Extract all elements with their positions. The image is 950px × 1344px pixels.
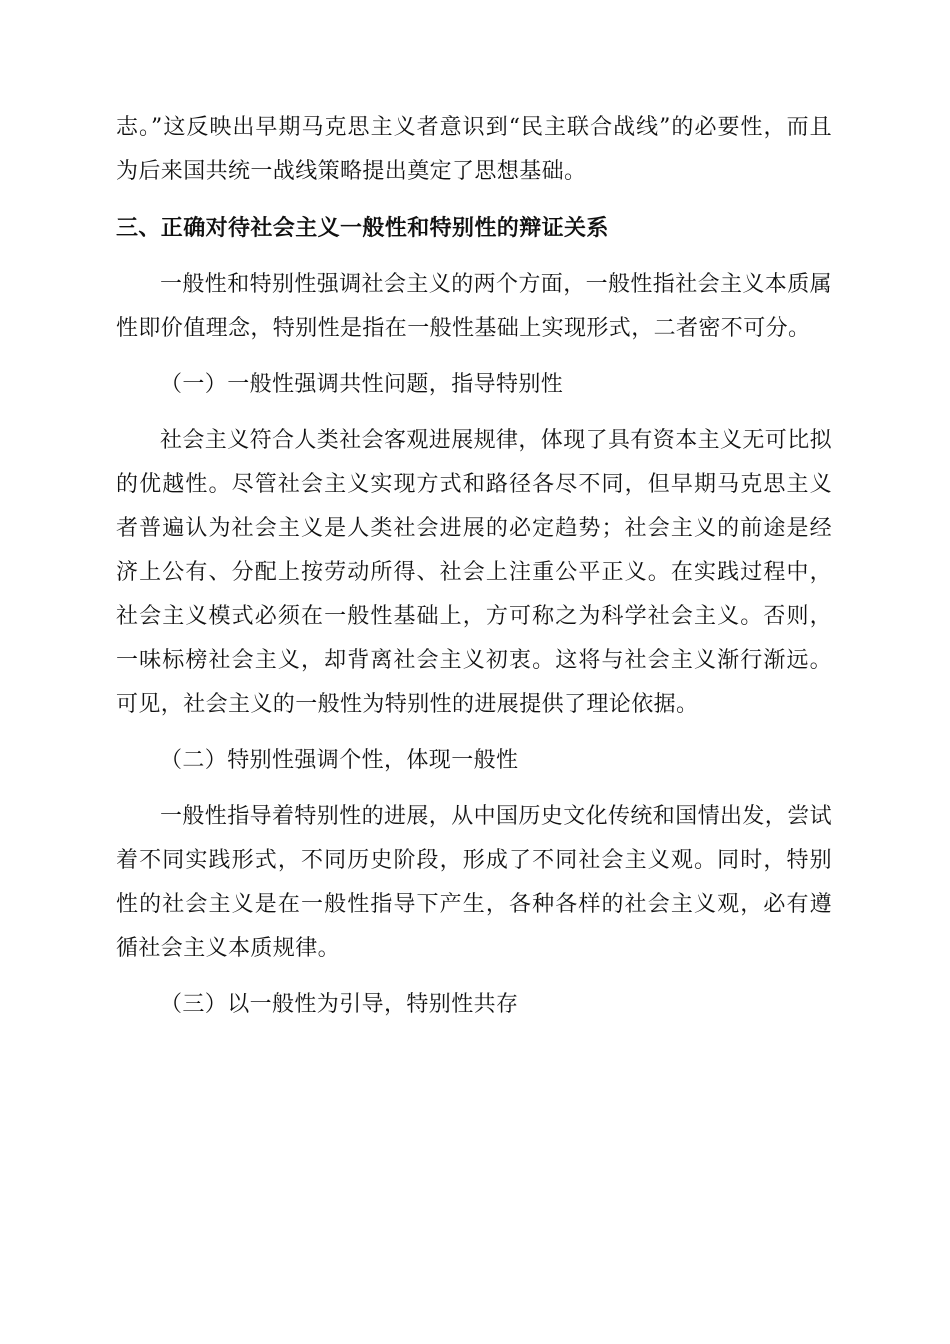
subsection-2-heading: （二）特别性强调个性，体现一般性 [160,748,519,773]
subsection-3-heading: （三）以一般性为引导，特别性共存 [160,992,519,1017]
intro-paragraph: 一般性和特别性强调社会主义的两个方面，一般性指社会主义本质属性即价值理念，特别性是指在一般性基础上实现形式，二者密不可分。 [116,272,833,341]
subsection-2-paragraph: 一般性指导着特别性的进展，从中国历史文化传统和国情出发，尝试着不同实践形式，不同历史阶段，形成了不同社会主义观。同时，特别性的社会主义是在一般性指导下产生，各种各样的社会主义观，必有遵循社会主义本质规律。 [116,804,833,961]
continuation-paragraph: 志。”这反映出早期马克思主义者意识到“民主联合战线”的必要性，而且为后来国共统一战线策略提出奠定了思想基础。 [116,115,832,184]
subsection-1-paragraph: 社会主义符合人类社会客观进展规律，体现了具有资本主义无可比拟的优越性。尽管社会主义实现方式和路径各尽不同，但早期马克思主义者普遍认为社会主义是人类社会进展的必定趋势；社会主义的前途是经济上公有、分配上按劳动所得、社会上注重公平正义。在实践过程中，社会主义模式必须在一般性基础上，方可称之为科学社会主义。否则，一味标榜社会主义，却背离社会主义初衷。这将与社会主义渐行渐远。可见，社会主义的一般性为特别性的进展提供了理论依据。 [116,428,833,717]
section-heading: 三、正确对待社会主义一般性和特别性的辩证关系 [116,215,609,241]
subsection-1-heading: （一）一般性强调共性问题，指导特别性 [160,372,564,397]
document-page [116,106,832,1039]
